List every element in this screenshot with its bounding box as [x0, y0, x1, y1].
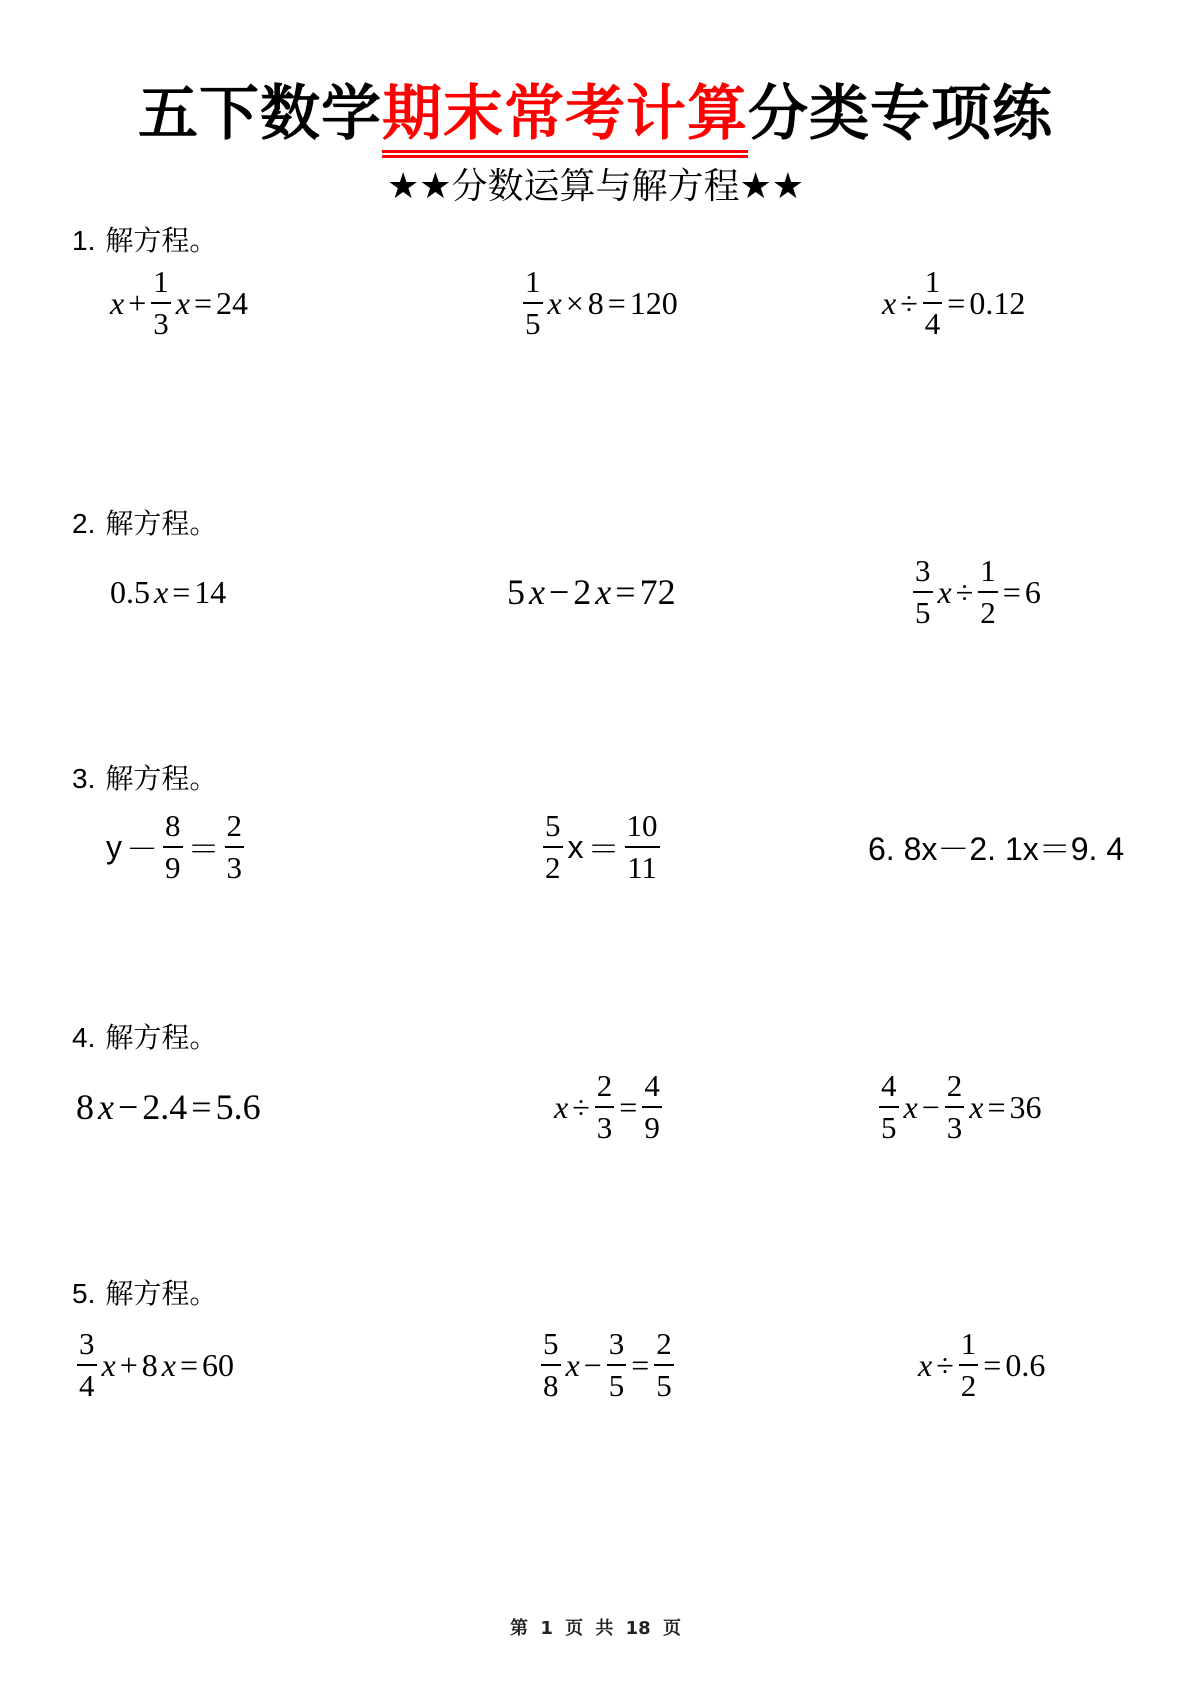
equation-term: x [554, 1088, 569, 1125]
fraction [151, 262, 171, 344]
equation-term: － [126, 831, 159, 867]
equation [916, 1320, 1047, 1410]
fraction [959, 1324, 979, 1406]
equation-term: 0.12 [969, 284, 1026, 321]
equation [108, 258, 250, 348]
equation-term: 120 [629, 284, 678, 321]
equation [540, 802, 663, 892]
fraction [879, 1066, 899, 1148]
equation-term: 8 [141, 1346, 158, 1383]
equation-term: = [615, 572, 636, 612]
equation-term: x [937, 573, 952, 610]
equation-term: x [98, 1087, 114, 1127]
fraction-denominator: 9 [644, 1110, 660, 1145]
fraction-numerator: 5 [545, 808, 561, 843]
equation [880, 258, 1027, 348]
equation-term: = [607, 284, 626, 321]
equation-term: x [547, 284, 562, 321]
equation-term: = [191, 1087, 212, 1127]
equation-term: 2.4 [142, 1087, 188, 1127]
equation-term: = [172, 573, 191, 610]
equation [108, 547, 228, 637]
equation-term: x [110, 284, 125, 321]
equation-term: x [882, 284, 897, 321]
fraction-numerator: 1 [924, 264, 941, 299]
equation [74, 1320, 236, 1410]
equation-term: 72 [639, 572, 676, 612]
equation-term: = [947, 284, 966, 321]
fraction-denominator: 5 [525, 306, 541, 341]
question-number: 2. [72, 508, 96, 539]
question-number: 4. [72, 1022, 96, 1053]
equation [866, 802, 1126, 892]
page-footer: 第 1 页 共 18 页 [510, 1618, 681, 1639]
equation [538, 1320, 677, 1410]
equation-term: = [619, 1088, 638, 1125]
equation-term: ÷ [955, 573, 974, 610]
equation [876, 1062, 1044, 1152]
fraction [163, 806, 183, 888]
fraction-numerator: 4 [644, 1068, 660, 1103]
equation-term: × [565, 284, 584, 321]
equation-term: x [161, 1346, 176, 1383]
fraction-denominator: 5 [608, 1368, 625, 1403]
question-number: 3. [72, 763, 96, 794]
fraction [978, 551, 998, 633]
equation-term: 0.6 [1005, 1346, 1046, 1383]
title-prefix: 五下数学 [138, 79, 382, 149]
fraction-denominator: 2 [545, 850, 561, 885]
equation-term: 2 [573, 572, 592, 612]
fraction [945, 1066, 965, 1148]
question-heading [72, 224, 217, 258]
fraction-denominator: 4 [79, 1368, 95, 1403]
equation-term: x [565, 1346, 580, 1383]
fraction-numerator: 5 [543, 1326, 559, 1361]
equation-term: ＝ [187, 831, 220, 867]
question-heading [72, 762, 217, 796]
question-number: 5. [72, 1278, 96, 1309]
question-instruction: 解方程。 [105, 224, 218, 257]
equation [910, 547, 1043, 637]
equation-term: − [117, 1087, 139, 1127]
equation-term: x [101, 1346, 116, 1383]
fraction-denominator: 5 [656, 1368, 672, 1403]
equation-term: ÷ [936, 1346, 954, 1383]
fraction [654, 1324, 674, 1406]
equation-term: x [529, 572, 545, 612]
equation-term: x [918, 1346, 933, 1383]
equation-term: − [583, 1346, 602, 1383]
equation [552, 1062, 665, 1152]
equation-term: ÷ [572, 1088, 590, 1125]
fraction-denominator: 3 [153, 306, 169, 341]
question-instruction: 解方程。 [105, 507, 218, 540]
equation-term: = [987, 1088, 1006, 1125]
fraction [543, 806, 563, 888]
fraction-denominator: 3 [946, 1110, 963, 1145]
fraction-denominator: 4 [924, 306, 941, 341]
fraction-denominator: 5 [915, 595, 931, 630]
equation-term: = [193, 284, 212, 321]
question-number: 1. [72, 225, 96, 256]
fraction-numerator: 3 [79, 1326, 95, 1361]
fraction-numerator: 8 [165, 808, 181, 843]
question-heading [72, 507, 217, 541]
fraction-numerator: 2 [226, 808, 243, 843]
equation-term: x [903, 1088, 918, 1125]
equation [74, 1062, 263, 1152]
equation-term: 5 [507, 572, 525, 612]
fraction-denominator: 3 [226, 850, 243, 885]
fraction-denominator: 3 [596, 1110, 613, 1145]
equation-term: ÷ [900, 284, 918, 321]
equation [505, 547, 678, 637]
fraction-denominator: 8 [543, 1368, 559, 1403]
fraction-numerator: 3 [915, 553, 931, 588]
equation-term: y [106, 828, 122, 865]
fraction-denominator: 11 [627, 850, 657, 885]
fraction-denominator: 2 [960, 1368, 977, 1403]
equation-term: 5.6 [215, 1087, 261, 1127]
fraction-denominator: 2 [980, 595, 996, 630]
equation-term: 6 [1024, 573, 1041, 610]
fraction-numerator: 2 [946, 1068, 963, 1103]
fraction-numerator: 10 [626, 808, 658, 843]
fraction [77, 1324, 97, 1406]
title-highlight: 期末常考计算 [382, 79, 748, 149]
fraction-numerator: 2 [656, 1326, 672, 1361]
fraction-numerator: 2 [596, 1068, 613, 1103]
fraction [225, 806, 245, 888]
equation-term: 60 [202, 1346, 234, 1383]
equation-term: + [119, 1346, 138, 1383]
fraction [595, 1066, 615, 1148]
fraction-denominator: 5 [881, 1110, 897, 1145]
equation [104, 802, 247, 892]
fraction-numerator: 1 [980, 553, 996, 588]
equation-term: 36 [1009, 1088, 1042, 1125]
question-instruction: 解方程。 [105, 1277, 218, 1310]
equation-term: 24 [216, 284, 248, 321]
equation [520, 258, 680, 348]
equation-term: = [1002, 573, 1021, 610]
equation-term: x [154, 573, 169, 610]
equation-term: x [567, 828, 584, 865]
equation-term: x [969, 1088, 984, 1125]
question-instruction: 解方程。 [105, 762, 218, 795]
fraction [523, 262, 543, 344]
equation-term: + [128, 284, 147, 321]
question-instruction: 解方程。 [105, 1021, 218, 1054]
fraction [607, 1324, 627, 1406]
fraction-numerator: 1 [525, 264, 541, 299]
fraction-numerator: 1 [960, 1326, 977, 1361]
fraction-numerator: 4 [881, 1068, 897, 1103]
equation-term: = [983, 1346, 1002, 1383]
fraction [923, 262, 943, 344]
fraction [913, 551, 933, 633]
fraction [642, 1066, 662, 1148]
equation-term: 8 [76, 1087, 94, 1127]
fraction-numerator: 1 [153, 264, 169, 299]
equation-term: 6. 8x－2. 1x＝9. 4 [868, 831, 1125, 867]
fraction-numerator: 3 [608, 1326, 625, 1361]
equation-term: = [631, 1346, 650, 1383]
equation-term: x [175, 284, 190, 321]
fraction-denominator: 9 [165, 850, 181, 885]
fraction [541, 1324, 561, 1406]
title-suffix: 分类专项练 [748, 79, 1053, 149]
equation-term: = [179, 1346, 198, 1383]
equation-term: ＝ [587, 831, 620, 867]
page-subtitle: ★★分数运算与解方程★★ [386, 166, 805, 207]
question-heading [72, 1277, 217, 1311]
page-title [0, 80, 1191, 148]
equation-term: 8 [587, 284, 604, 321]
equation-term: 14 [194, 573, 227, 610]
equation-term: − [548, 572, 570, 612]
equation-term: x [595, 572, 612, 612]
question-heading [72, 1021, 217, 1055]
equation-term: − [921, 1088, 940, 1125]
equation-term: 0.5 [110, 573, 150, 610]
fraction [625, 806, 660, 888]
